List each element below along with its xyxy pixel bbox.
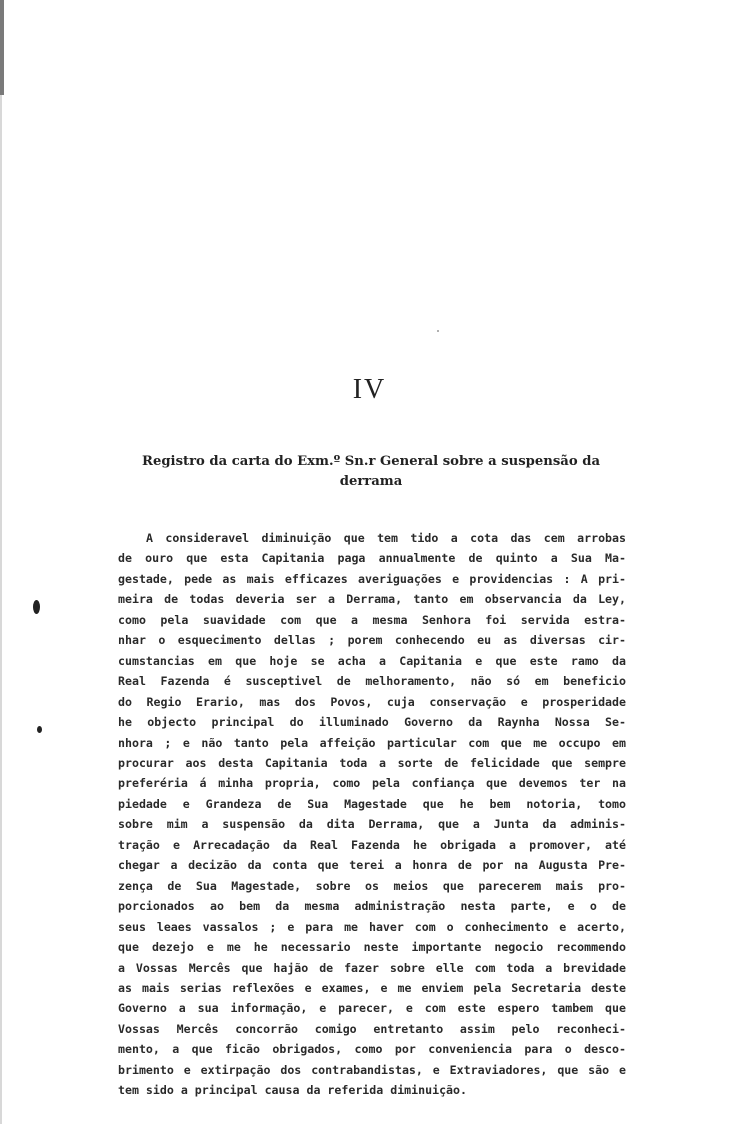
text-line: procurar aos desta Capitania toda a sorte de felicidade que sempre	[118, 755, 626, 770]
text-line: de ouro que esta Capitania paga annualmente de quinto a Sua Ma-	[118, 551, 626, 566]
text-line: que dezejo e me he necessario neste importante negocio recommendo	[118, 940, 626, 955]
text-line: Vossas Mercês concorrão comigo entretanto assim pelo reconheci-	[118, 1021, 626, 1036]
scan-dot	[437, 330, 439, 332]
text-line: Governo a sua informação, e parecer, e com este espero tambem que	[118, 1001, 626, 1016]
page-edge-shadow	[0, 0, 4, 95]
text-line: sobre mim a suspensão da dita Derrama, que a Junta da adminis-	[118, 817, 626, 832]
scan-speck	[37, 726, 42, 733]
text-line: seus leaes vassalos ; e para me haver com o conhecimento e acerto,	[118, 919, 626, 934]
text-line: brimento e extirpação dos contrabandistas, e Extraviadores, que são e	[118, 1062, 626, 1077]
text-line: nhar o esquecimento dellas ; porem conhecendo eu as diversas cir-	[118, 633, 626, 648]
text-line: porcionados ao bem da mesma administração nesta parte, e o de	[118, 899, 626, 914]
heading-line: Registro da carta do Exm.º Sn.r General sobre a suspensão da	[141, 454, 601, 469]
text-line: cumstancias em que hoje se acha a Capitania e que este ramo da	[118, 653, 626, 668]
text-line: como pela suavidade com que a mesma Senhora foi servida estra-	[118, 612, 626, 627]
scan-speck	[33, 600, 40, 614]
text-line: zença de Sua Magestade, sobre os meios que parecerem mais pro-	[118, 878, 626, 893]
text-line: Real Fazenda é susceptivel de melhoramento, não só em beneficio	[118, 674, 626, 689]
text-line: mento, a que ficão obrigados, como por conveniencia para o desco-	[118, 1042, 626, 1057]
text-line: piedade e Grandeza de Sua Magestade que he bem notoria, tomo	[118, 796, 626, 811]
letter-body	[118, 528, 626, 1101]
text-line: preferéria á minha propria, como pela confiança que devemos ter na	[118, 776, 626, 791]
page-edge-line	[0, 95, 2, 1124]
text-line: a Vossas Mercês que hajão de fazer sobre elle com toda a brevidade	[118, 960, 626, 975]
text-line: tração e Arrecadação da Real Fazenda he obrigada a promover, até	[118, 837, 626, 852]
section-heading	[115, 452, 627, 492]
text-line: do Regio Erario, mas dos Povos, cuja conservação e prosperidade	[118, 694, 626, 709]
text-line: tem sido a principal causa da referida diminuição.	[118, 1083, 468, 1098]
text-line: A consideravel diminuição que tem tido a cota das cem arrobas	[146, 531, 626, 545]
text-line: nhora ; e não tanto pela affeição particular com que me occupo em	[118, 735, 626, 750]
text-line: as mais serias reflexões e exames, e me enviem pela Secretaria deste	[118, 980, 626, 995]
text-line: gestade, pede as mais efficazes averiguações e providencias : A pri-	[118, 571, 626, 586]
heading-line: derrama	[339, 474, 403, 489]
text-line: chegar a decizão da conta que terei a honra de por na Augusta Pre-	[118, 858, 626, 873]
text-line: meira de todas deveria ser a Derrama, tanto em observancia da Ley,	[118, 592, 626, 607]
text-line: he objecto principal do illuminado Governo da Raynha Nossa Se-	[118, 715, 626, 730]
chapter-numeral: IV	[352, 374, 387, 405]
